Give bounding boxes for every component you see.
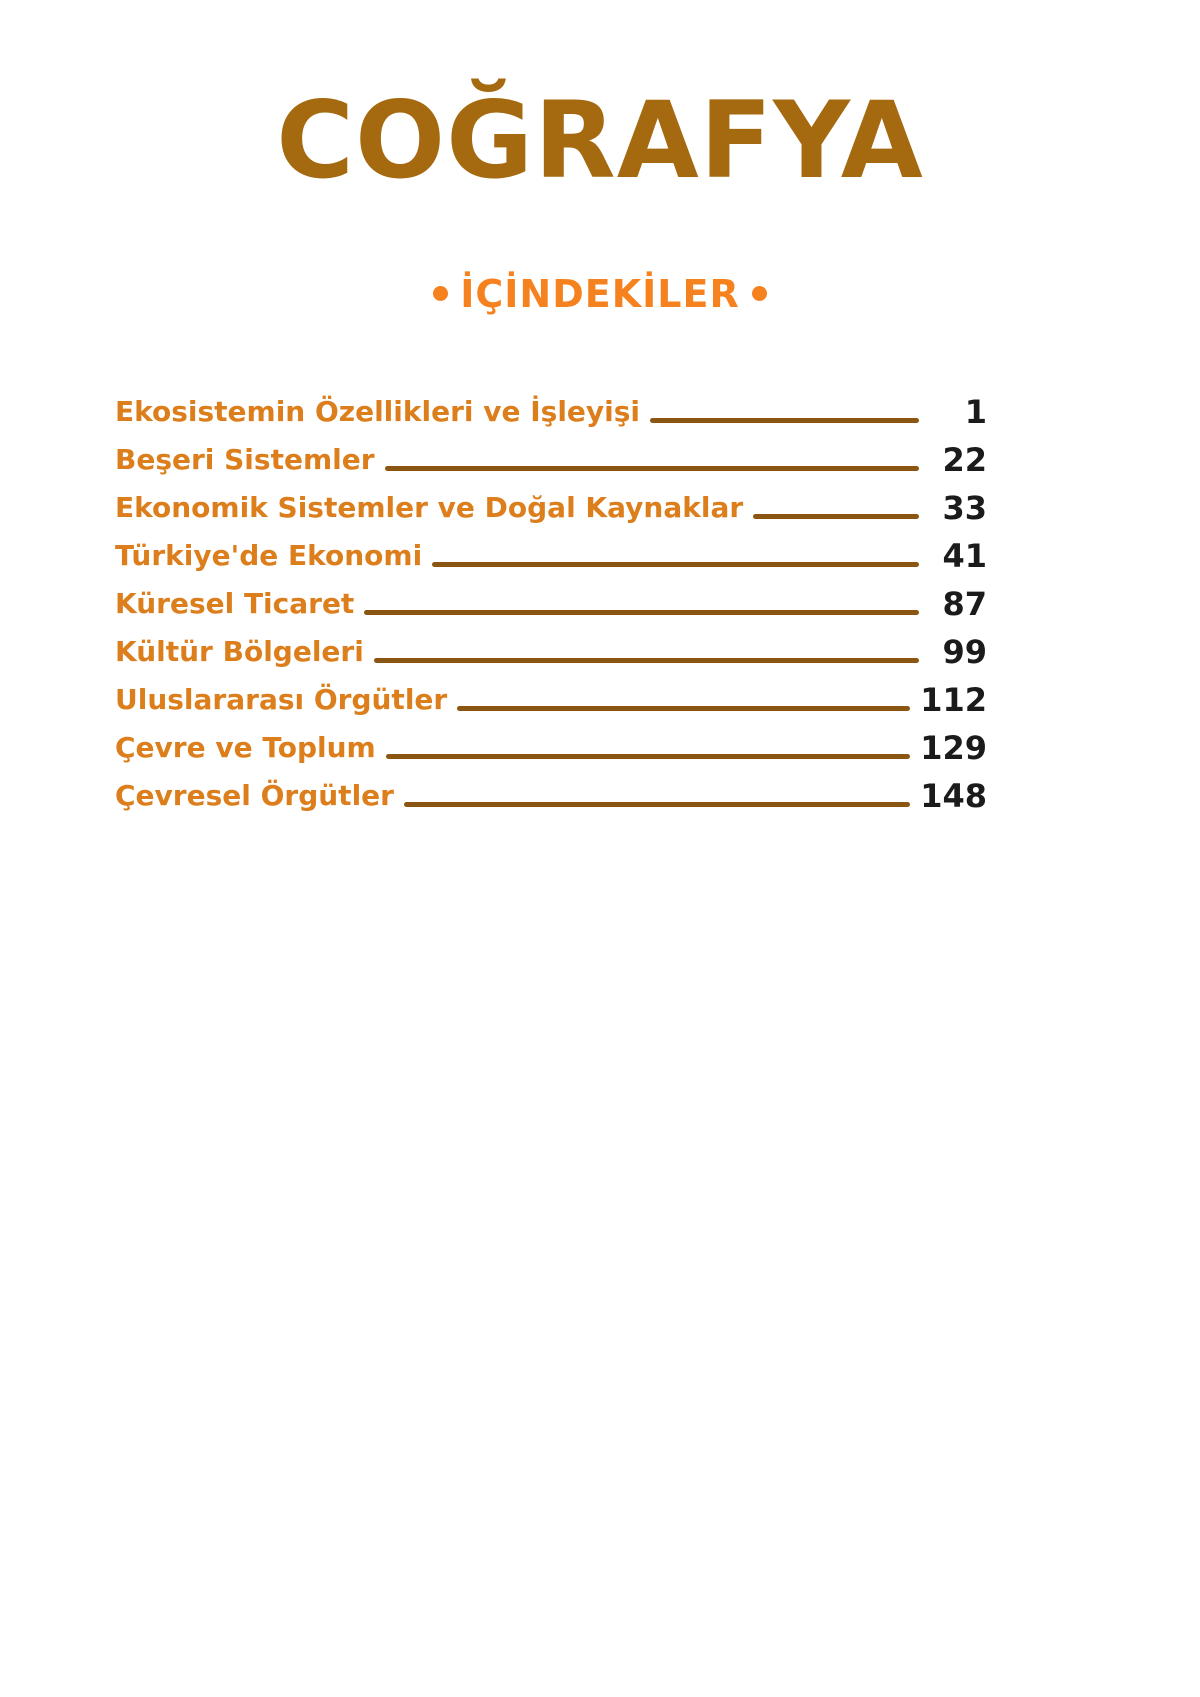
- toc-entry: [115, 388, 987, 436]
- page-title: COĞRAFYA: [276, 79, 924, 202]
- toc-entry-label: Küresel Ticaret: [115, 587, 355, 621]
- toc-entry: [115, 628, 987, 676]
- toc-entry-page: 99: [942, 632, 987, 671]
- toc-entry: [115, 436, 987, 484]
- toc-entry: [115, 772, 987, 820]
- toc-entry-page: 41: [942, 536, 987, 575]
- leader-line: [432, 562, 919, 567]
- leader-line: [386, 754, 911, 759]
- toc-entry-page: 112: [920, 680, 987, 719]
- toc-entry-page: 1: [964, 392, 987, 431]
- leader-line: [374, 658, 919, 663]
- toc-entry: [115, 724, 987, 772]
- toc-entry-label: Ekonomik Sistemler ve Doğal Kaynaklar: [115, 491, 744, 525]
- toc-entry-page: 129: [920, 728, 987, 767]
- leader-line: [650, 418, 919, 423]
- bullet-right-icon: [752, 286, 767, 301]
- toc-entry-label: Çevresel Örgütler: [115, 779, 394, 813]
- toc-entry-page: 33: [942, 488, 987, 527]
- leader-line: [753, 514, 919, 519]
- toc-heading-label: İÇİNDEKİLER: [460, 271, 740, 316]
- bullet-left-icon: [433, 286, 448, 301]
- toc-entry: [115, 676, 987, 724]
- leader-line: [457, 706, 910, 711]
- toc-entry-label: Ekosistemin Özellikleri ve İşleyişi: [115, 395, 641, 429]
- leader-line: [364, 610, 919, 615]
- toc-entry-page: 148: [920, 776, 987, 815]
- toc-entry-page: 87: [942, 584, 987, 623]
- toc-entry-label: Türkiye'de Ekonomi: [115, 539, 423, 573]
- toc-entry: [115, 580, 987, 628]
- toc-entry-label: Çevre ve Toplum: [115, 731, 376, 765]
- toc-entry: [115, 484, 987, 532]
- toc-entry-label: Uluslararası Örgütler: [115, 683, 448, 717]
- toc-entry: [115, 532, 987, 580]
- toc-list: [115, 388, 987, 820]
- toc-heading: [0, 272, 1200, 316]
- toc-entry-label: Kültür Bölgeleri: [115, 635, 364, 669]
- toc-entry-page: 22: [942, 440, 987, 479]
- toc-entry-label: Beşeri Sistemler: [115, 443, 375, 477]
- leader-line: [404, 802, 910, 807]
- leader-line: [385, 466, 919, 471]
